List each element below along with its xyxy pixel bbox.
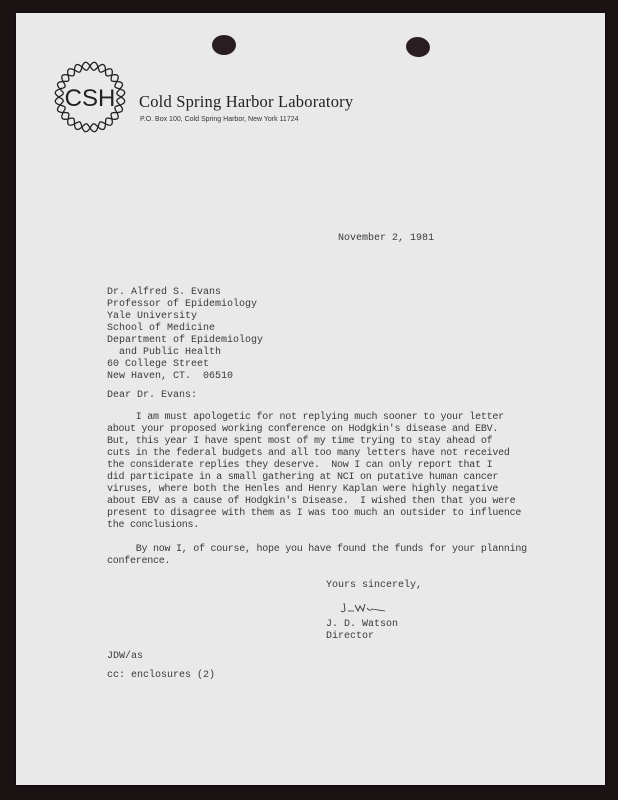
letter-page [16, 13, 605, 785]
punch-hole [212, 35, 236, 55]
institution-address: P.O. Box 100, Cold Spring Harbor, New York 11724 [140, 116, 299, 123]
recipient-line: School of Medicine [107, 323, 216, 334]
signer-name: J. D. Watson [326, 619, 399, 630]
paragraph-line: about your proposed working conference on Hodgkin's disease and EBV. [107, 424, 499, 435]
paragraph-line: I am must apologetic for not replying much sooner to your letter [107, 412, 504, 423]
recipient-line: 60 College Street [107, 359, 210, 370]
closing: Yours sincerely, [326, 580, 423, 591]
paragraph-line: did participate in a small gathering at NCI on putative human cancer [107, 472, 499, 483]
paragraph-line: conference. [107, 556, 171, 567]
paragraph-line: But, this year I have spent most of my time trying to stay ahead of [107, 436, 493, 447]
paragraph-line: the considerate replies they deserve. Now I can only report that I [107, 460, 493, 471]
recipient-line: New Haven, CT. 06510 [107, 371, 234, 382]
institution-name: Cold Spring Harbor Laboratory [139, 92, 354, 111]
punch-hole [405, 35, 432, 58]
paragraph-line: viruses, where both the Henles and Henry Kaplan were highly negative [107, 484, 499, 495]
paragraph-line: the conclusions. [107, 520, 200, 531]
paragraph-line: By now I, of course, hope you have found the funds for your planning [107, 544, 527, 555]
handwritten-signature [340, 599, 390, 615]
svg-text:CSH: CSH [64, 85, 116, 112]
recipient-line: Dr. Alfred S. Evans [107, 287, 222, 298]
cc-line: cc: enclosures (2) [107, 670, 216, 681]
paragraph-line: present to disagree with them as I was too much an outsider to influence [107, 508, 522, 519]
letter-date: November 2, 1981 [338, 233, 435, 244]
recipient-line: Department of Epidemiology [107, 335, 264, 346]
typist-initials: JDW/as [107, 651, 144, 662]
recipient-line: Professor of Epidemiology [107, 299, 258, 310]
recipient-line: and Public Health [107, 347, 222, 358]
paragraph-line: about EBV as a cause of Hodgkin's Disease. I wished then that you were [107, 496, 516, 507]
recipient-line: Yale University [107, 311, 198, 322]
csh-logo-icon [52, 59, 128, 135]
signer-title: Director [326, 631, 375, 642]
paragraph-line: cuts in the federal budgets and all too many letters have not received [107, 448, 510, 459]
salutation: Dear Dr. Evans: [107, 390, 198, 401]
